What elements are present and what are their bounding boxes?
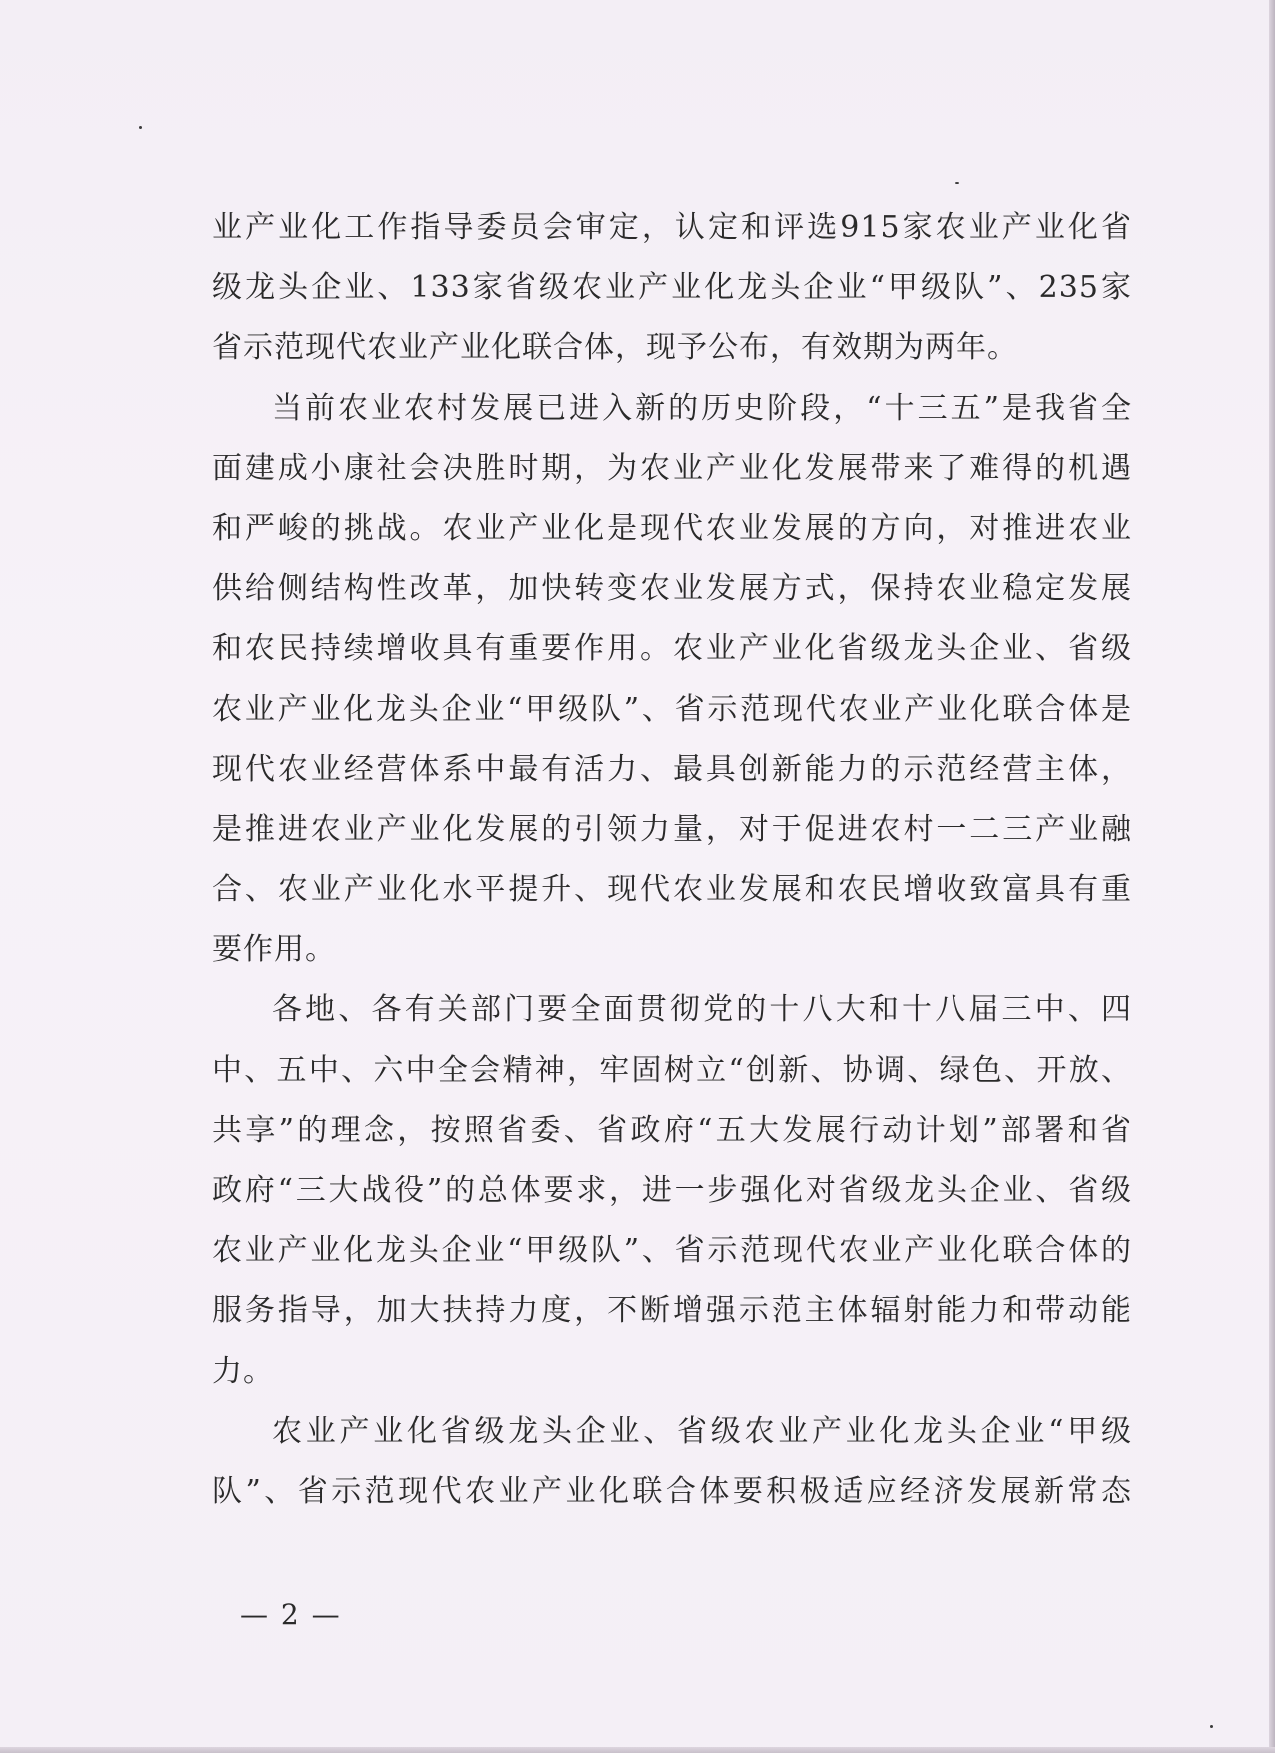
text-line: 省示范现代农业产业化联合体，现予公布，有效期为两年。	[212, 330, 1018, 366]
text-line: 中、五中、六中全会精神，牢固树立“创新、协调、绿色、开放、	[212, 1052, 1132, 1088]
text-line: 是推进农业产业化发展的引领力量，对于促进农村一二三产业融	[212, 811, 1132, 847]
text-line: 各地、各有关部门要全面贯彻党的十八大和十八届三中、四	[272, 992, 1132, 1028]
text-line: 业产业化工作指导委员会审定，认定和评选915家农业产业化省	[212, 210, 1132, 245]
text-line: 供给侧结构性改革，加快转变农业发展方式，保持农业稳定发展	[212, 571, 1132, 607]
text-line: 农业产业化龙头企业“甲级队”、省示范现代农业产业化联合体是	[212, 691, 1132, 727]
page-edge-shadow	[1269, 0, 1275, 1753]
text-line: 合、农业产业化水平提升、现代农业发展和农民增收致富具有重	[212, 872, 1132, 908]
text-line: 级龙头企业、133家省级农业产业化龙头企业“甲级队”、235家	[212, 270, 1132, 306]
text-line: 农业产业化省级龙头企业、省级农业产业化龙头企业“甲级	[272, 1413, 1132, 1449]
text-line: 力。	[212, 1353, 274, 1389]
text-line: 共享”的理念，按照省委、省政府“五大发展行动计划”部署和省	[212, 1112, 1132, 1148]
text-line: 和严峻的挑战。农业产业化是现代农业发展的方向，对推进农业	[212, 510, 1132, 546]
scan-speck	[1210, 1725, 1213, 1728]
scan-speck	[955, 182, 959, 184]
scan-speck	[139, 126, 142, 129]
text-line: 要作用。	[212, 932, 336, 968]
text-line: 农业产业化龙头企业“甲级队”、省示范现代农业产业化联合体的	[212, 1233, 1132, 1269]
text-line: 服务指导，加大扶持力度，不断增强示范主体辐射能力和带动能	[212, 1293, 1132, 1329]
page-bottom-edge	[0, 1747, 1275, 1753]
page-number: — 2 —	[240, 1598, 342, 1631]
text-line: 现代农业经营体系中最有活力、最具创新能力的示范经营主体，	[212, 751, 1132, 787]
text-line: 队”、省示范现代农业产业化联合体要积极适应经济发展新常态	[212, 1473, 1132, 1509]
text-line: 和农民持续增收具有重要作用。农业产业化省级龙头企业、省级	[212, 631, 1132, 667]
document-body	[212, 198, 1132, 1522]
text-line: 政府“三大战役”的总体要求，进一步强化对省级龙头企业、省级	[212, 1173, 1132, 1208]
text-line: 当前农业农村发展已进入新的历史阶段，“十三五”是我省全	[272, 390, 1132, 426]
text-line: 面建成小康社会决胜时期，为农业产业化发展带来了难得的机遇	[212, 450, 1132, 486]
